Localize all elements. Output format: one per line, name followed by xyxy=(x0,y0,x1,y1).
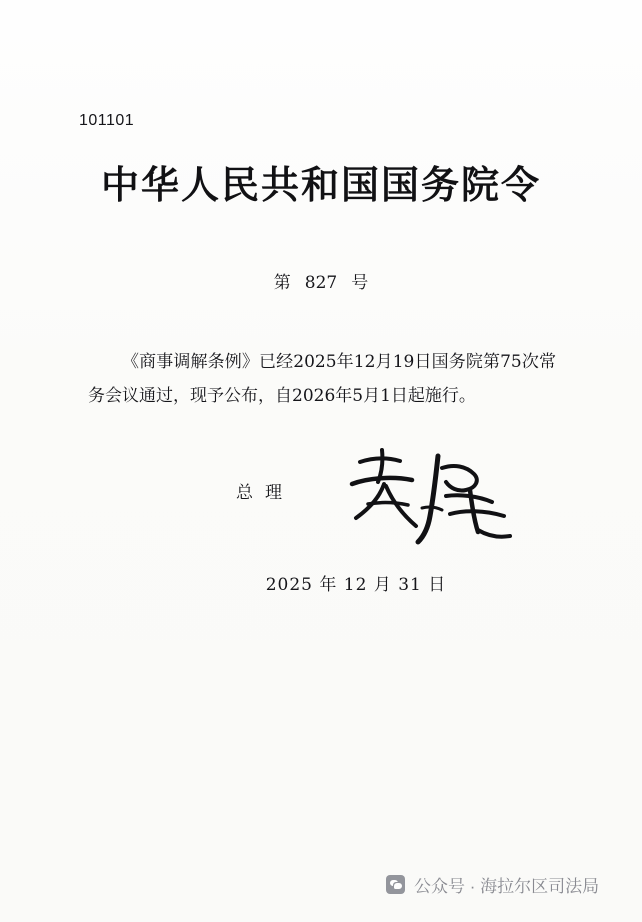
document-number: 101101 xyxy=(79,112,135,129)
decree-number: 827 xyxy=(304,273,338,293)
watermark-text: 公众号 · 海拉尔区司法局 xyxy=(414,877,600,896)
premier-label: 总理 xyxy=(236,483,294,503)
page-title: 中华人民共和国国务院令 xyxy=(100,162,541,207)
decree-suffix: 号 xyxy=(351,273,369,293)
signature-row xyxy=(0,470,642,560)
wechat-icon xyxy=(386,875,405,894)
signature-date: 2025 年 12 月 31 日 xyxy=(265,575,447,595)
handwritten-signature-icon xyxy=(338,444,518,554)
decree-prefix: 第 xyxy=(273,273,291,293)
decree-body-text: 《商事调解条例》已经2025年12月19日国务院第75次常务会议通过，现予公布，自2026年5月1日起施行。 xyxy=(88,352,556,406)
watermark xyxy=(386,872,599,897)
decree-number-line xyxy=(0,268,642,293)
